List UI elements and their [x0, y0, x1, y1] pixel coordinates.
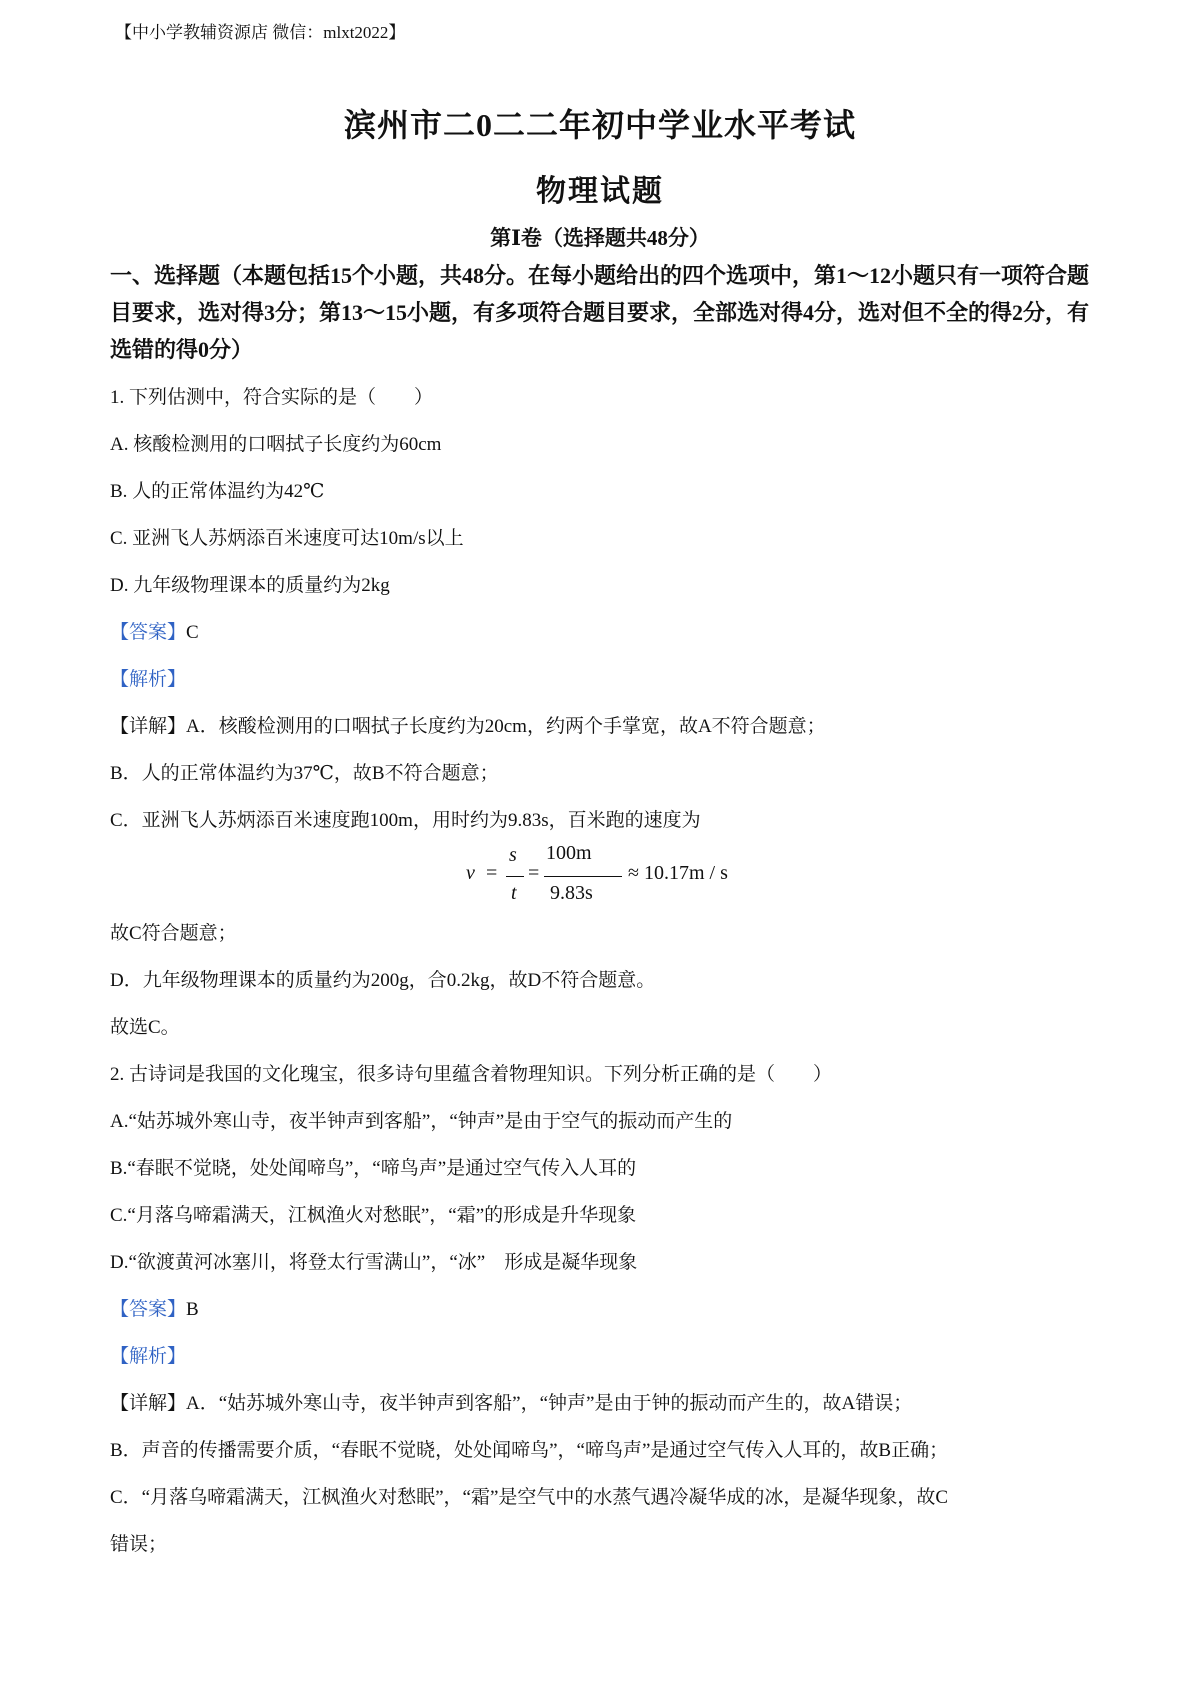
formula-result: ≈ 10.17m / s: [628, 862, 728, 884]
question-2-detail-c: C．“月落乌啼霜满天，江枫渔火对愁眠”，“霜”是空气中的水蒸气遇冷凝华成的冰，是凝华现象，故C: [110, 1487, 949, 1508]
question-2-detail-a: [110, 1388, 912, 1415]
detail-label: 【详解】: [110, 1393, 187, 1414]
question-1-detail-c: C．亚洲飞人苏炳添百米速度跑100m，用时约为9.83s，百米跑的速度为: [110, 810, 701, 831]
question-1-conclusion-c: 故C符合题意；: [110, 923, 237, 944]
detail-label: 【详解】: [110, 716, 187, 737]
answer-label: 【答案】: [110, 1299, 187, 1320]
question-1-option-b: B. 人的正常体温约为42℃: [110, 481, 325, 502]
answer-value: B: [186, 1299, 199, 1320]
question-1-option-a: A. 核酸检测用的口咽拭子长度约为60cm: [110, 434, 442, 455]
question-2-detail-b: B．声音的传播需要介质，“春眠不觉晓，处处闻啼鸟”，“啼鸟声”是通过空气传入人耳的，故B正确；: [110, 1440, 949, 1461]
fraction-bar: [544, 876, 622, 877]
question-1-final: 故选C。: [110, 1017, 180, 1038]
question-1-detail-d: D．九年级物理课本的质量约为200g，合0.2kg，故D不符合题意。: [110, 970, 656, 991]
question-2-option-b: B.“春眠不觉晓，处处闻啼鸟”，“啼鸟声”是通过空气传入人耳的: [110, 1158, 637, 1179]
formula-numerator: 100m: [546, 842, 592, 864]
formula-v: v: [466, 862, 475, 884]
section-instructions: 一、选择题（本题包括15个小题，共48分。在每小题给出的四个选项中，第1～12小题只有一项符合题目要求，选对得3分；第13～15小题，有多项符合题目要求，全部选对得4分，选对但不全的得2分，有选错的得0分）: [110, 263, 1090, 362]
answer-value: C: [186, 622, 199, 643]
question-2-option-c: C.“月落乌啼霜满天，江枫渔火对愁眠”，“霜”的形成是升华现象: [110, 1205, 637, 1226]
question-2-option-a: A.“姑苏城外寒山寺，夜半钟声到客船”，“钟声”是由于空气的振动而产生的: [110, 1111, 733, 1132]
question-1-option-d: D. 九年级物理课本的质量约为2kg: [110, 575, 390, 596]
question-2-analysis-label: 【解析】: [110, 1346, 187, 1367]
question-2-answer: [110, 1294, 199, 1321]
exam-subtitle: 物理试题: [536, 175, 664, 208]
answer-label: 【答案】: [110, 622, 187, 643]
formula-equals: =: [486, 862, 498, 884]
speed-formula: [466, 838, 746, 908]
question-1-analysis-label: 【解析】: [110, 669, 187, 690]
exam-title: 滨州市二0二二年初中学业水平考试: [343, 107, 856, 143]
question-1-detail-b: B．人的正常体温约为37℃，故B不符合题意；: [110, 763, 499, 784]
question-1-answer: [110, 617, 199, 644]
fraction-bar: [506, 876, 524, 877]
header-note: 【中小学教辅资源店 微信：mlxt2022】: [115, 23, 406, 42]
question-1-stem: 1. 下列估测中，符合实际的是（ ）: [110, 387, 434, 408]
question-2-detail-c-continued: 错误；: [110, 1534, 168, 1555]
question-1-option-c: C. 亚洲飞人苏炳添百米速度可达10m/s以上: [110, 528, 464, 549]
question-2-stem: 2. 古诗词是我国的文化瑰宝，很多诗句里蕴含着物理知识。下列分析正确的是（ ）: [110, 1064, 833, 1085]
detail-text: A．“姑苏城外寒山寺，夜半钟声到客船”，“钟声”是由于钟的振动而产生的，故A错误；: [186, 1393, 913, 1414]
formula-denominator: 9.83s: [550, 882, 593, 904]
formula-t: t: [511, 882, 517, 904]
question-2-option-d: D.“欲渡黄河冰塞川，将登太行雪满山”，“冰” 形成是凝华现象: [110, 1252, 638, 1273]
detail-text: A．核酸检测用的口咽拭子长度约为20cm，约两个手掌宽，故A不符合题意；: [186, 716, 826, 737]
formula-equals: =: [528, 862, 540, 884]
formula-s: s: [509, 844, 517, 866]
question-1-detail-a: [110, 711, 826, 738]
volume-title: 第Ⅰ卷（选择题共48分）: [490, 226, 710, 250]
